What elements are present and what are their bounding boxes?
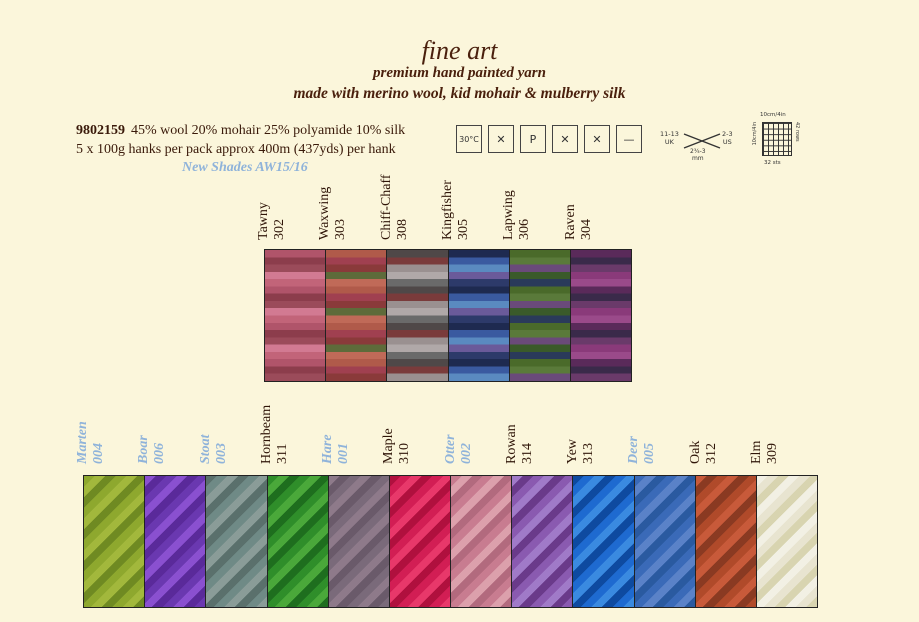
swatch-yew	[573, 476, 634, 607]
shade-label	[258, 384, 311, 464]
swatch-kingfisher	[449, 250, 510, 381]
wash-30-icon: 30°C	[456, 125, 482, 153]
shade-name: Elm	[748, 440, 764, 464]
product-spec	[76, 121, 405, 159]
shade-name: Hare	[320, 434, 335, 464]
shade-name: Rowan	[503, 424, 519, 464]
shade-label	[687, 384, 740, 464]
swatch-waxwing	[326, 250, 387, 381]
swatch-elm	[757, 476, 817, 607]
swatch-boar	[145, 476, 206, 607]
shade-label	[320, 384, 372, 464]
shade-label	[501, 160, 553, 240]
swatch-row-1	[264, 249, 632, 382]
tension-bottom: 32 sts	[764, 160, 781, 166]
shade-number: 313	[581, 443, 596, 464]
shade-number: 304	[578, 219, 594, 240]
shade-name: Raven	[562, 204, 578, 240]
needle-us: 2-3 US	[722, 130, 733, 146]
shade-name: Lapwing	[501, 190, 517, 240]
tension-top: 10cm/4in	[760, 112, 786, 118]
shade-number: 314	[519, 443, 535, 464]
shade-name: Yew	[565, 438, 580, 464]
swatch-raven	[571, 250, 631, 381]
shade-number: 003	[213, 443, 229, 464]
shade-label	[75, 384, 127, 464]
care-symbols	[456, 125, 642, 153]
dry-flat-icon: —	[616, 125, 642, 153]
shade-number: 311	[274, 443, 290, 464]
needle-mm: 2¾-3 mm	[690, 148, 706, 162]
swatch-otter	[451, 476, 512, 607]
tension-left: 10cm/4in	[752, 122, 758, 146]
shade-label	[378, 160, 431, 240]
shade-number: 305	[456, 219, 471, 240]
shade-label	[136, 384, 188, 464]
tension-square-icon	[754, 110, 804, 170]
no-tumble-dry-icon: ✕	[584, 125, 610, 153]
swatch-row-2	[83, 475, 818, 608]
product-fibre-description: made with merino wool, kid mohair & mulberry silk	[293, 85, 626, 102]
shade-number: 312	[703, 443, 719, 464]
shade-label	[197, 384, 250, 464]
shade-number: 309	[764, 443, 780, 464]
swatch-hornbeam	[268, 476, 329, 607]
shade-label	[381, 384, 433, 464]
shade-number: 002	[458, 443, 474, 464]
shade-number: 303	[333, 219, 349, 240]
shade-name: Boar	[136, 435, 152, 464]
swatch-maple	[390, 476, 451, 607]
shade-name: Maple	[381, 428, 397, 464]
shade-label	[748, 384, 801, 464]
swatch-oak	[696, 476, 757, 607]
shade-name: Otter	[442, 434, 458, 464]
swatch-stoat	[206, 476, 267, 607]
shade-number: 001	[336, 443, 351, 464]
shade-number: 308	[394, 219, 410, 240]
shade-number: 005	[642, 443, 658, 464]
shade-label	[442, 384, 495, 464]
packaging: 5 x 100g hanks per pack approx 400m (437yds) per hank	[76, 142, 396, 157]
new-shades-note: New Shades AW15/16	[182, 160, 308, 175]
shade-name: Deer	[626, 436, 642, 464]
swatch-chiff-chaff	[387, 250, 448, 381]
shade-name: Hornbeam	[258, 404, 274, 464]
shade-label	[503, 384, 556, 464]
shade-label	[565, 384, 617, 464]
shade-number: 004	[91, 443, 106, 464]
swatch-hare	[329, 476, 390, 607]
shade-number: 306	[517, 219, 533, 240]
swatch-lapwing	[510, 250, 571, 381]
swatch-tawny	[265, 250, 326, 381]
shade-name: Chiff-Chaff	[378, 174, 394, 240]
shade-label	[256, 160, 308, 240]
shade-name: Kingfisher	[440, 180, 455, 240]
shade-number: 302	[272, 219, 287, 240]
no-iron-icon: ✕	[552, 125, 578, 153]
product-title: fine art	[421, 36, 498, 65]
shade-number: 310	[397, 443, 413, 464]
shade-name: Stoat	[197, 434, 213, 464]
swatch-rowan	[512, 476, 573, 607]
tension-grid	[762, 122, 792, 156]
product-code: 9802159	[76, 123, 125, 138]
shade-name: Tawny	[256, 202, 271, 240]
needle-uk: 11-13 UK	[660, 130, 679, 146]
shade-label	[317, 160, 369, 240]
shade-name: Waxwing	[317, 186, 333, 240]
swatch-marten	[84, 476, 145, 607]
composition: 45% wool 20% mohair 25% polyamide 10% silk	[131, 123, 406, 138]
shade-label	[562, 160, 615, 240]
dry-clean-p-icon: P	[520, 125, 546, 153]
shade-name: Marten	[75, 421, 90, 464]
spec-line-1	[76, 121, 405, 140]
shade-name: Oak	[687, 440, 703, 464]
shade-label	[626, 384, 678, 464]
swatch-deer	[635, 476, 696, 607]
needle-size-icon	[660, 130, 740, 164]
shade-number: 006	[152, 443, 168, 464]
product-subtitle: premium hand painted yarn	[373, 65, 546, 81]
tension-right: 42 rows	[794, 122, 800, 142]
shade-label	[440, 160, 492, 240]
no-bleach-icon: ✕	[488, 125, 514, 153]
